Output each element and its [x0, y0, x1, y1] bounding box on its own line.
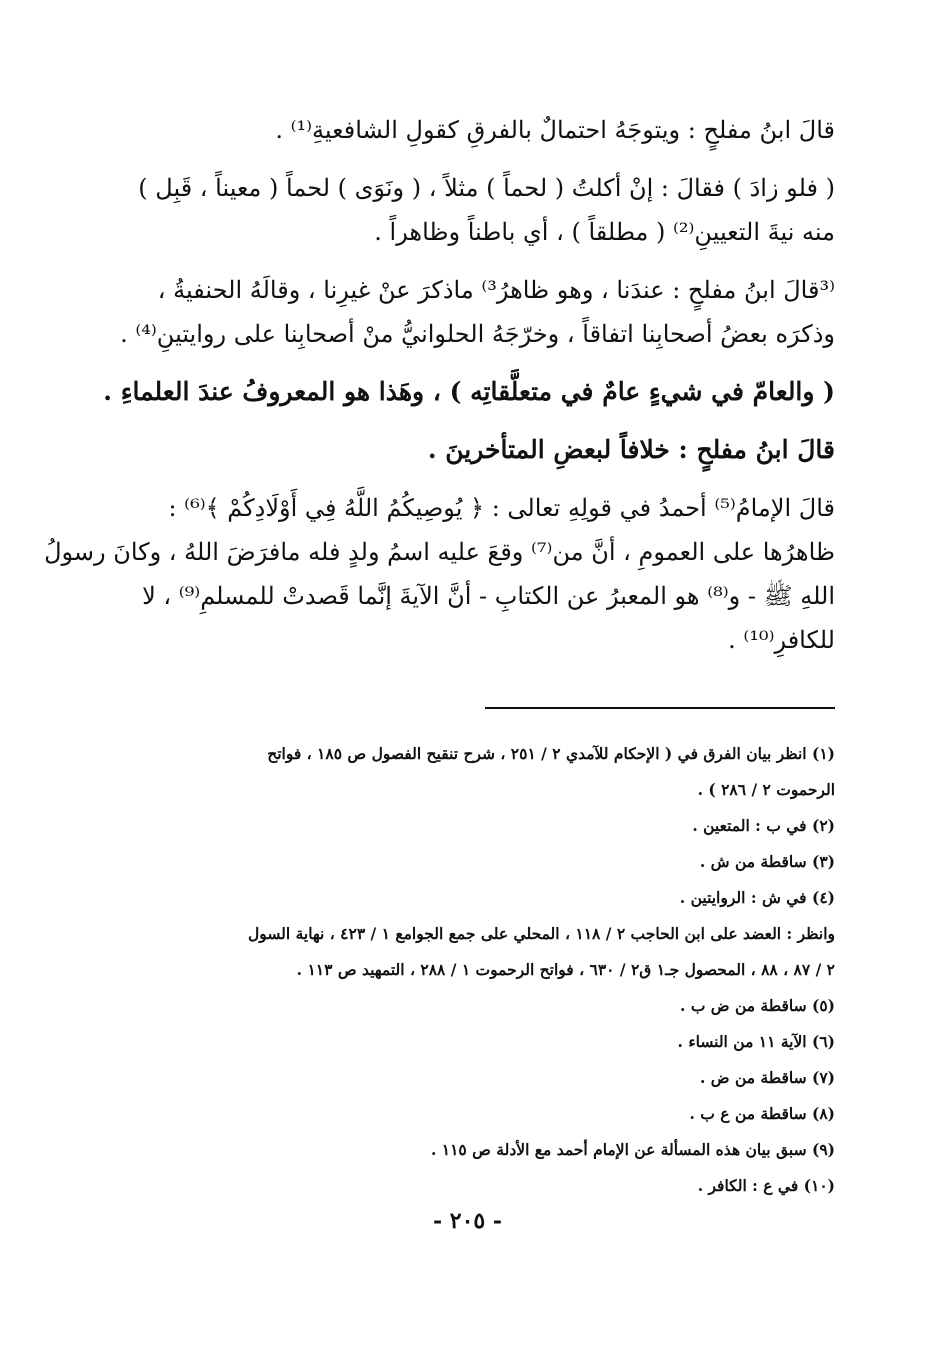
text-line: ( والعامّ في شيءٍ عامٌ في متعلَّقاتِه ) ، وهَذا هو المعروفُ عندَ العلماءِ . — [103, 377, 835, 406]
page-number: - ٢٠٥ - — [432, 1208, 503, 1234]
footnote-separator — [485, 707, 835, 709]
footnote-line: (٦) الآية ١١ من النساء . — [677, 1032, 835, 1051]
paragraph-oath-meat — [130, 166, 835, 254]
text-line: للكافرِ⁽¹⁰⁾ . — [728, 626, 835, 654]
footnote-line: ٢ / ٨٧ ، ٨٨ ، المحصول جـ١ ق٢ / ٦٣٠ ، فواتح الرحموت ١ / ٢٨٨ ، التمهيد ص ١١٣ . — [296, 960, 835, 979]
footnotes — [130, 736, 835, 1204]
footnote-line: (١) انظر بيان الفرق في ( الإحكام للآمدي ٢ / ٢٥١ ، شرح تنقيح الفصول ص ١٨٥ ، فواتح — [267, 744, 835, 763]
footnote-line: (٩) سبق بيان هذه المسألة عن الإمام أحمد مع الأدلة ص ١١٥ . — [430, 1140, 835, 1159]
paragraph-ibn-muflih-3 — [130, 428, 835, 472]
paragraph-ibn-muflih-1 — [130, 108, 835, 152]
footnote-line: (٥) ساقطة من ض ب . — [680, 996, 835, 1015]
paragraph-general-rule — [103, 370, 835, 414]
paragraph-imam-ahmad — [44, 486, 835, 662]
footnote-line: (٨) ساقطة من ع ب . — [689, 1104, 835, 1123]
text-line: قالَ ابنُ مفلحٍ : ويتوجَهُ احتمالٌ بالفرقِ كقولِ الشافعيةِ⁽¹⁾ . — [275, 116, 835, 144]
footnote-line: (٤) في ش : الروايتين . — [679, 888, 835, 907]
paragraph-ibn-muflih-2 — [120, 268, 835, 356]
footnote-line: الرحموت ٢ / ٢٨٦ ) . — [697, 780, 835, 799]
text-line: وذكرَه بعضُ أصحابِنا اتفاقاً ، وخرّجَهُ الحلوانيُّ منْ أصحابِنا على روايتينِ⁽⁴⁾ . — [120, 320, 835, 348]
text-line: منه نيةَ التعيينِ⁽²⁾ ( مطلقاً ) ، أي باطناً وظاهراً . — [374, 218, 835, 246]
footnote-line: وانظر : العضد على ابن الحاجب ٢ / ١١٨ ، المحلي على جمع الجوامع ١ / ٤٢٣ ، نهاية السول — [248, 924, 835, 943]
text-line: ظاهرُها على العمومِ ، أنَّ من⁽⁷⁾ وقعَ عليه اسمُ ولدٍ فله مافرَضَ اللهُ ، وكانَ رسولُ — [44, 538, 835, 566]
text-line: ⁽³قالَ ابنُ مفلحٍ : عندَنا ، وهو ظاهرُ³⁾ ماذكرَ عنْ غيرِنا ، وقالَهُ الحنفيةُ ، — [157, 276, 835, 304]
text-line: قالَ الإمامُ⁽⁵⁾ أحمدُ في قولِهِ تعالى : ﴿ يُوصِيكُمُ اللَّهُ فِي أَوْلَادِكُمْ ﴾⁽⁶⁾ : — [168, 494, 835, 522]
text-line: اللهِ ﷺ - و⁽⁸⁾ هو المعبرُ عن الكتابِ - أنَّ الآيةَ إنَّما قَصدتْ للمسلمِ⁽⁹⁾ ، لا — [142, 582, 835, 610]
footnote-line: (٧) ساقطة من ض . — [700, 1068, 835, 1087]
footnote-line: (٢) في ب : المتعين . — [692, 816, 835, 835]
text-line: ( فلو زادَ ) فقالَ : إنْ أكلتُ ( لحماً ) مثلاً ، ( ونَوَى ) لحماً ( معيناً ، قَبِل ) — [138, 174, 835, 202]
footnote-line: (١٠) في ع : الكافر . — [697, 1176, 835, 1195]
text-line: قالَ ابنُ مفلحٍ : خلافاً لبعضِ المتأخرينَ . — [427, 435, 835, 464]
footnote-line: (٣) ساقطة من ش . — [699, 852, 835, 871]
main-text — [44, 108, 835, 676]
